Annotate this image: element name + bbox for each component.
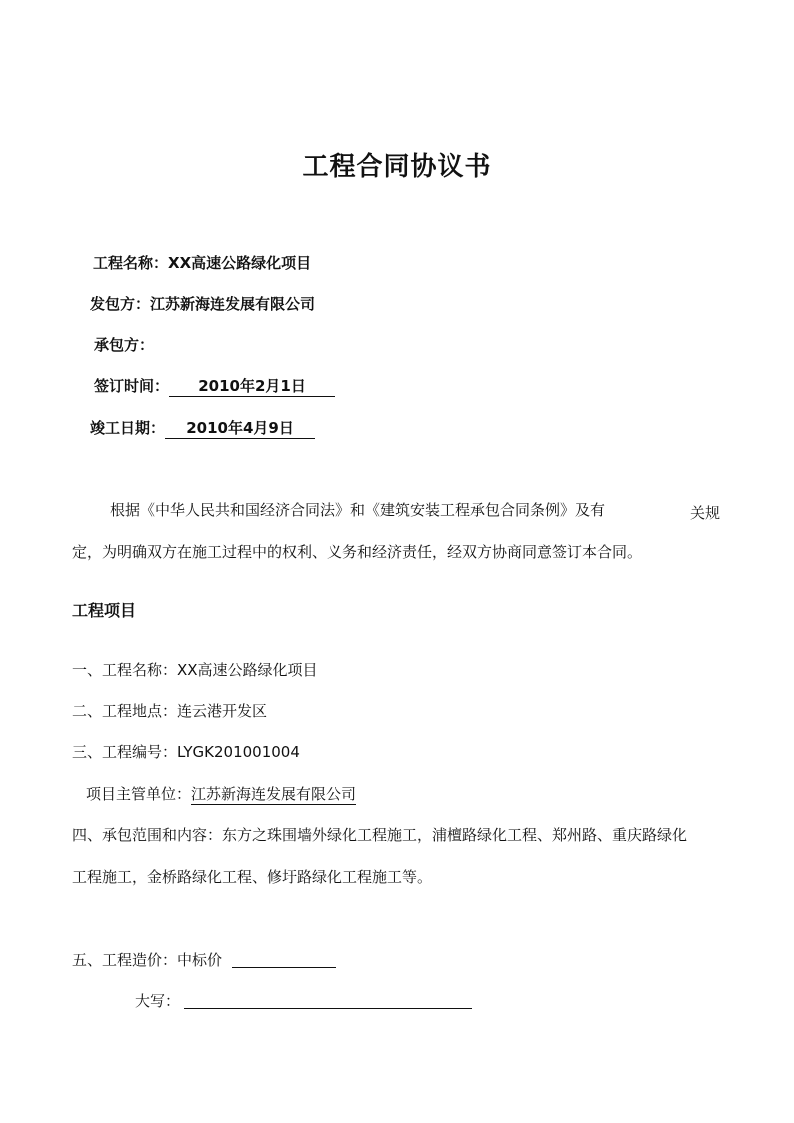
completion-date-field — [90, 417, 315, 439]
capital-label: 大写： — [135, 992, 181, 1010]
supervisor-label: 项目主管单位： — [86, 785, 192, 803]
item-scope-line2: 工程施工，金桥路绿化工程、修圩路绿化工程施工等。 — [72, 868, 433, 886]
sign-date-label: 签订时间： — [94, 377, 170, 395]
section-heading: 工程项目 — [72, 601, 137, 620]
project-name-label: 工程名称： — [93, 254, 169, 272]
project-name-field — [93, 252, 311, 273]
sign-date-field — [94, 375, 335, 397]
employer-label: 发包方： — [90, 295, 151, 313]
sign-date-value: 2010年2月1日 — [169, 375, 335, 397]
price-blank-line — [232, 967, 336, 968]
intro-line2: 定，为明确双方在施工过程中的权利、义务和经济责任，经双方协商同意签订本合同。 — [72, 543, 643, 561]
completion-date-value: 2010年4月9日 — [165, 417, 315, 439]
completion-date-label: 竣工日期： — [90, 419, 166, 437]
page-title: 工程合同协议书 — [302, 152, 492, 182]
employer-field — [90, 293, 315, 314]
intro-line1-right: 关规 — [690, 504, 721, 522]
item-scope-line1: 四、承包范围和内容：东方之珠围墙外绿化工程施工，浦檀路绿化工程、郑州路、重庆路绿化 — [72, 826, 688, 844]
item-project-name: 一、工程名称：XX高速公路绿化项目 — [72, 661, 318, 679]
project-name-value: XX高速公路绿化项目 — [168, 254, 312, 272]
contractor-label: 承包方： — [94, 336, 155, 354]
supervisor-field — [86, 783, 356, 805]
item-price-label: 五、工程造价：中标价 — [72, 951, 223, 969]
employer-value: 江苏新海连发展有限公司 — [150, 295, 316, 313]
intro-line1-left: 根据《中华人民共和国经济合同法》和《建筑安装工程承包合同条例》及有 — [110, 501, 606, 519]
item-project-location: 二、工程地点：连云港开发区 — [72, 702, 268, 720]
item-project-number: 三、工程编号：LYGK201001004 — [72, 743, 300, 761]
contractor-field — [94, 334, 154, 355]
capital-blank-line — [184, 1008, 472, 1009]
supervisor-value: 江苏新海连发展有限公司 — [191, 785, 357, 803]
